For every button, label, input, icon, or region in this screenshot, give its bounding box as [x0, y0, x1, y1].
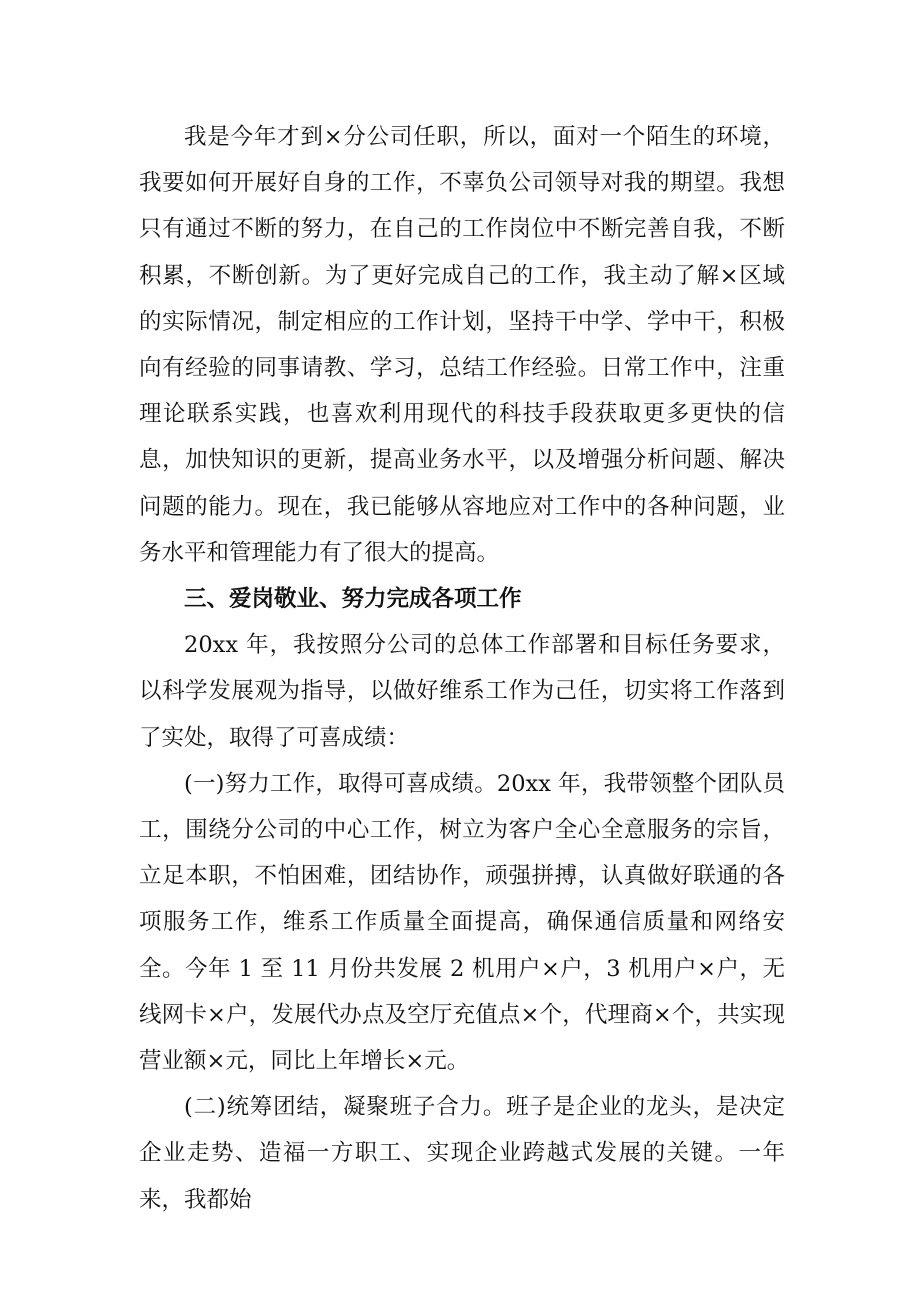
paragraph-item-2: (二)统筹团结，凝聚班子合力。班子是企业的龙头，是决定企业走势、造福一方职工、实现企业跨越式发展的关键。一年来，我都始: [139, 1094, 785, 1213]
paragraph-section-intro: 20xx 年，我按照分公司的总体工作部署和目标任务要求，以科学发展观为指导，以做好维系工作为己任，切实将工作落到了实处，取得了可喜成绩：: [139, 632, 785, 751]
document-body: [139, 114, 785, 1223]
paragraph-self-development: 我是今年才到×分公司任职，所以，面对一个陌生的环境，我要如何开展好自身的工作，不辜负公司领导对我的期望。我想只有通过不断的努力，在自己的工作岗位中不断完善自我，不断积累，不断创新。为了更好完成自己的工作，我主动了解×区域的实际情况，制定相应的工作计划，坚持干中学、学中干，积极向有经验的同事请教、学习，总结工作经验。日常工作中，注重理论联系实践，也喜欢利用现代的科技手段获取更多更快的信息，加快知识的更新，提高业务水平，以及增强分析问题、解决问题的能力。现在，我已能够从容地应对工作中的各种问题，业务水平和管理能力有了很大的提高。: [139, 124, 785, 566]
section-heading-3: 三、爱岗敬业、努力完成各项工作: [184, 586, 522, 613]
paragraph-item-1: (一)努力工作，取得可喜成绩。20xx 年，我带领整个团队员工，围绕分公司的中心工作，树立为客户全心全意服务的宗旨，立足本职，不怕困难，团结协作，顽强拼搏，认真做好联通的各项服务工作，维系工作质量全面提高，确保通信质量和网络安全。今年 1 至 11 月份共发展 2 机用户×户，3 机用户×户，无线网卡×户，发展代办点及空厅充值点×个，代理商×个，共实现营业额×元，同比上年增长×元。: [139, 770, 785, 1075]
